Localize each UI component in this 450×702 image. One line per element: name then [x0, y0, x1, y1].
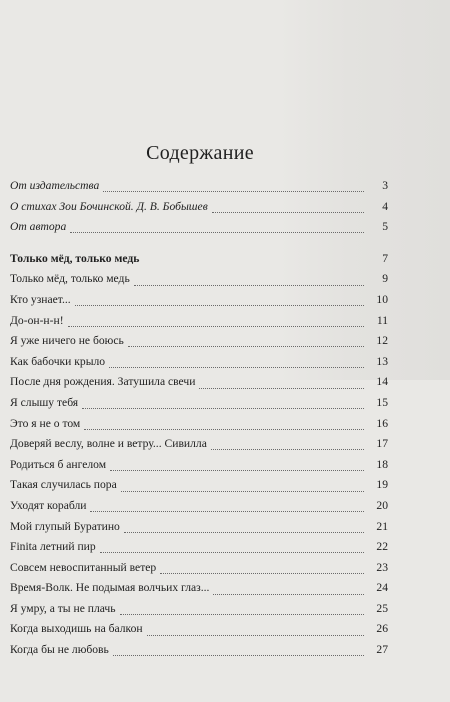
- toc-dot-leader: [147, 634, 364, 636]
- toc-entry-page: 25: [376, 601, 388, 615]
- toc-entry-label: Доверяй веслу, волне и ветру... Сивилла: [10, 437, 207, 451]
- toc-entry-page: 11: [376, 313, 388, 327]
- page-title: Содержание: [146, 142, 254, 164]
- toc-dot-leader: [103, 190, 364, 192]
- toc-dot-leader: [113, 654, 364, 656]
- toc-entry-label: Кто узнает...: [10, 292, 71, 306]
- toc-entry-page: 22: [376, 540, 388, 554]
- toc-entry-page: 17: [376, 437, 388, 451]
- toc-entry-row: [10, 496, 388, 517]
- toc-entry-label: Это я не о том: [10, 416, 81, 430]
- toc-section-row: [10, 249, 388, 270]
- toc-entry-label: Когда бы не любовь: [10, 643, 109, 657]
- toc-entry-label: Как бабочки крыло: [10, 354, 106, 368]
- toc-dot-leader: [134, 284, 364, 286]
- toc-entry-label: Только мёд, только медь: [10, 272, 130, 286]
- toc-entry-label: Я умру, а ты не плачь: [10, 601, 116, 615]
- toc-entry-row: [10, 311, 388, 332]
- toc-dot-leader: [84, 428, 364, 430]
- toc-entry-page: 26: [376, 622, 388, 636]
- toc-entry-row: [10, 331, 388, 352]
- toc-entry-row: [10, 290, 388, 311]
- toc-entry-page: 13: [376, 354, 388, 368]
- toc-entry-row: [10, 517, 388, 538]
- toc-entry-label: О стихах Зои Бочинской. Д. В. Бобышев: [10, 199, 208, 213]
- toc-entry-row: [10, 537, 388, 558]
- toc-entry-label: Finita летний пир: [10, 540, 96, 554]
- toc-dot-leader: [82, 407, 364, 409]
- toc-entry-row: [10, 619, 388, 640]
- toc-entry-page: 16: [376, 416, 388, 430]
- toc-entry-page: 21: [376, 519, 388, 533]
- toc-dot-leader: [211, 448, 364, 450]
- toc-dot-leader: [75, 304, 364, 306]
- toc-dot-leader: [100, 551, 364, 553]
- table-of-contents: [10, 176, 388, 661]
- toc-entry-label: Уходят корабли: [10, 498, 87, 512]
- toc-dot-leader: [70, 231, 364, 233]
- toc-entry-row: [10, 197, 388, 218]
- toc-entry-row: [10, 475, 388, 496]
- toc-dot-leader: [212, 211, 364, 213]
- toc-entry-row: [10, 217, 388, 238]
- toc-entry-row: [10, 414, 388, 435]
- toc-entry-row: [10, 640, 388, 661]
- toc-entry-row: [10, 352, 388, 373]
- toc-dot-leader: [109, 366, 364, 368]
- toc-dot-leader: [120, 613, 364, 615]
- toc-entry-page: 23: [376, 560, 388, 574]
- toc-dot-leader: [124, 531, 364, 533]
- toc-entry-label: Я уже ничего не боюсь: [10, 334, 124, 348]
- toc-entry-row: [10, 599, 388, 620]
- toc-dot-leader: [121, 490, 364, 492]
- toc-entry-label: Я слышу тебя: [10, 395, 79, 409]
- toc-section-page: 7: [382, 251, 388, 265]
- toc-entry-page: 4: [382, 199, 388, 213]
- toc-dot-leader: [143, 264, 364, 265]
- toc-entry-page: 18: [376, 457, 388, 471]
- toc-entry-label: После дня рождения. Затушила свечи: [10, 375, 196, 389]
- toc-dot-leader: [68, 325, 364, 327]
- toc-entry-page: 5: [382, 220, 388, 234]
- toc-entry-row: [10, 434, 388, 455]
- toc-entry-label: Когда выходишь на балкон: [10, 622, 143, 636]
- toc-section-label: Только мёд, только медь: [10, 251, 140, 265]
- toc-entry-row: [10, 558, 388, 579]
- toc-entry-page: 15: [376, 395, 388, 409]
- toc-entry-row: [10, 578, 388, 599]
- toc-entry-row: [10, 455, 388, 476]
- toc-dot-leader: [213, 593, 364, 595]
- toc-entry-page: 20: [376, 498, 388, 512]
- toc-entry-label: Родиться б ангелом: [10, 457, 107, 471]
- toc-entry-page: 27: [376, 643, 388, 657]
- toc-entry-row: [10, 372, 388, 393]
- toc-entry-page: 19: [376, 478, 388, 492]
- toc-entry-page: 3: [382, 179, 388, 192]
- toc-entry-row: [10, 176, 388, 197]
- toc-entry-page: 9: [382, 272, 388, 286]
- toc-dot-leader: [199, 387, 364, 389]
- toc-entry-label: Время-Волк. Не подымая волчьих глаз...: [10, 581, 210, 595]
- toc-entry-label: От автора: [10, 220, 67, 234]
- toc-entry-page: 10: [376, 292, 388, 306]
- section-gap: [10, 238, 388, 249]
- toc-entry-label: Мой глупый Буратино: [10, 519, 120, 533]
- toc-entries-list: [10, 269, 388, 660]
- toc-dot-leader: [110, 469, 364, 471]
- toc-entry-label: От издательства: [10, 179, 100, 192]
- toc-entry-label: Такая случилась пора: [10, 478, 117, 492]
- toc-dot-leader: [90, 510, 364, 512]
- toc-entry-label: До-он-н-н!: [10, 313, 64, 327]
- toc-dot-leader: [160, 572, 364, 574]
- toc-entry-page: 24: [376, 581, 388, 595]
- toc-entry-row: [10, 393, 388, 414]
- toc-entry-page: 12: [376, 334, 388, 348]
- toc-entry-page: 14: [376, 375, 388, 389]
- toc-dot-leader: [128, 345, 364, 347]
- front-matter-list: [10, 176, 388, 238]
- toc-entry-label: Совсем невоспитанный ветер: [10, 560, 157, 574]
- toc-entry-row: [10, 269, 388, 290]
